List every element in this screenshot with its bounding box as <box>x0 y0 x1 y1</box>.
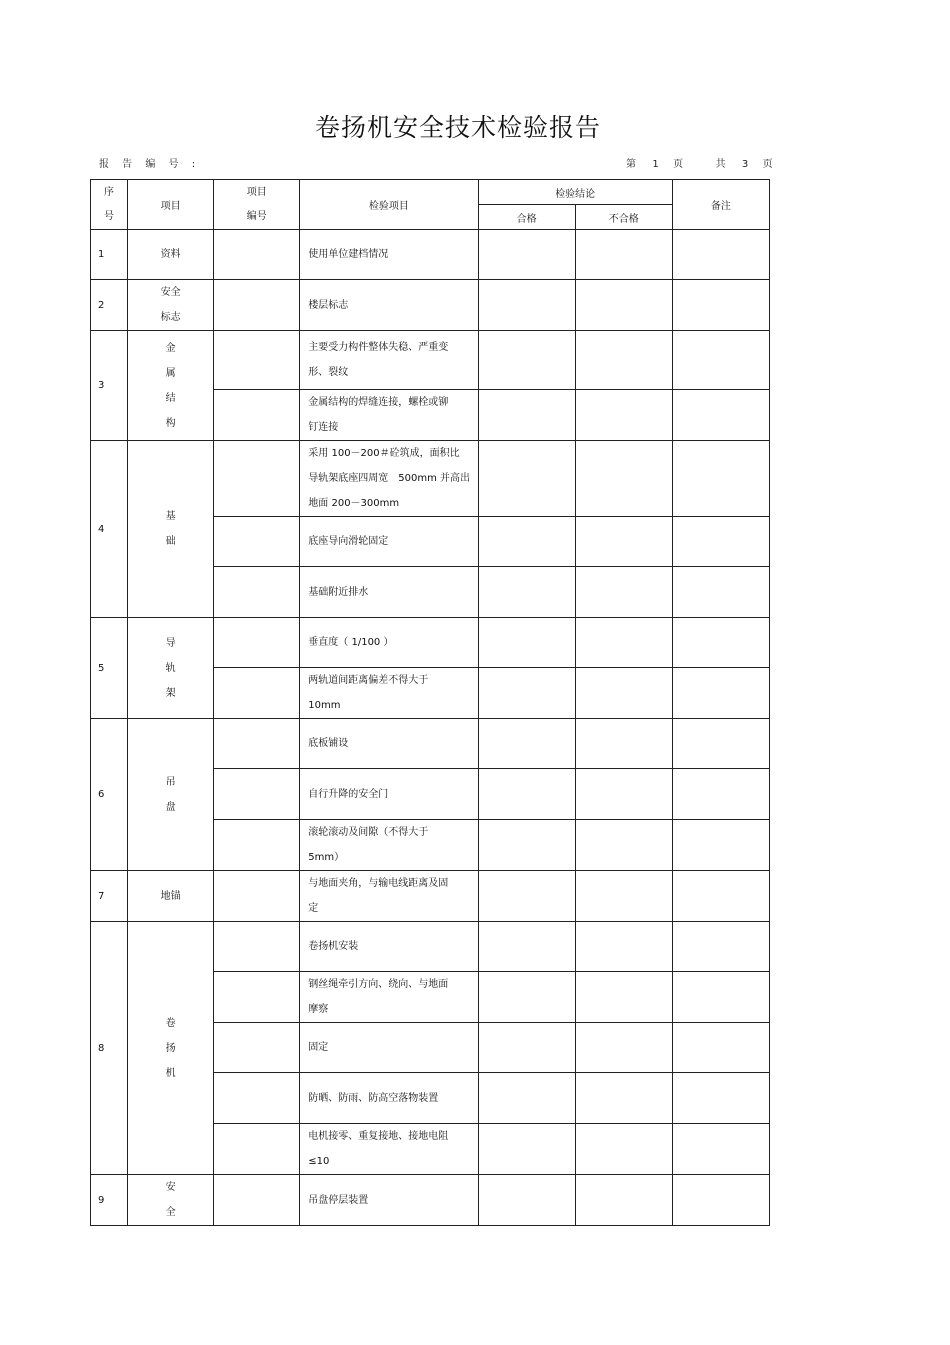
check-item-text <box>308 580 477 605</box>
check-item-cell <box>300 668 478 719</box>
item-number-cell <box>214 668 300 719</box>
check-item-text-line: 主要受力构件整体失稳、严重变 <box>308 342 449 353</box>
check-item-text <box>308 242 477 267</box>
remark-cell <box>672 567 769 618</box>
fail-cell <box>575 972 672 1023</box>
remark-cell <box>672 972 769 1023</box>
pass-cell <box>478 719 575 769</box>
inspection-table <box>90 179 770 1226</box>
pass-cell <box>478 567 575 618</box>
header-pass: 合格 <box>478 205 575 230</box>
section-name-text-line: 扬 <box>165 1042 176 1054</box>
section-number: 3 <box>91 331 128 441</box>
check-item-text-line: 两轨道间距离偏差不得大于 10mm <box>308 675 449 711</box>
header-fail: 不合格 <box>575 205 672 230</box>
section-number: 9 <box>91 1175 128 1226</box>
check-item-cell <box>300 972 478 1023</box>
remark-cell <box>672 668 769 719</box>
remark-cell <box>672 1023 769 1073</box>
check-item-cell <box>300 618 478 668</box>
check-item-cell <box>300 719 478 769</box>
header-item: 项目 <box>128 180 214 230</box>
check-item-text-line: 固定 <box>308 1042 329 1053</box>
section-number: 5 <box>91 618 128 719</box>
section-name-text-line: 构 <box>165 417 176 429</box>
page-info <box>626 155 773 170</box>
table-row <box>91 871 770 922</box>
page-total: 3 <box>741 159 749 170</box>
pass-cell <box>478 280 575 331</box>
check-item-text-line: 垂直度（ 1/100 ） <box>308 637 394 648</box>
check-item-text-line: 导轨架底座四周宽 500mm 并高出 <box>308 473 471 484</box>
section-name <box>128 719 214 871</box>
header-item-no <box>214 180 300 230</box>
fail-cell <box>575 280 672 331</box>
check-item-text-line: 钉连接 <box>308 422 339 433</box>
fail-cell <box>575 922 672 972</box>
fail-cell <box>575 820 672 871</box>
header-conclusion: 检验结论 <box>478 180 672 205</box>
pass-cell <box>478 517 575 567</box>
remark-cell <box>672 618 769 668</box>
check-item-text <box>308 1124 477 1174</box>
check-item-text <box>308 1188 477 1213</box>
remark-cell <box>672 517 769 567</box>
section-name <box>128 871 214 922</box>
remark-cell <box>672 230 769 280</box>
check-item-text <box>308 934 477 959</box>
section-name-text-line: 架 <box>165 687 176 699</box>
fail-cell <box>575 668 672 719</box>
check-item-text-line: 金属结构的焊缝连接，螺栓或铆 <box>308 397 449 408</box>
check-item-text <box>308 630 477 655</box>
fail-cell <box>575 517 672 567</box>
fail-cell <box>575 331 672 390</box>
remark-cell <box>672 871 769 922</box>
section-name <box>128 331 214 441</box>
check-item-cell <box>300 871 478 922</box>
pass-cell <box>478 820 575 871</box>
header-seq-bottom: 号 <box>104 210 115 222</box>
section-name-text <box>128 280 213 330</box>
section-name <box>128 618 214 719</box>
pass-cell <box>478 922 575 972</box>
check-item-text <box>308 1035 477 1060</box>
header-item-no-bottom: 编号 <box>246 210 267 222</box>
check-item-cell <box>300 441 478 517</box>
section-name-text-line: 资料 <box>160 249 181 260</box>
section-number: 1 <box>91 230 128 280</box>
check-item-text-line: 滚轮滚动及间隙（不得大于 5mm） <box>308 827 449 863</box>
section-number: 8 <box>91 922 128 1175</box>
pass-cell <box>478 668 575 719</box>
remark-cell <box>672 820 769 871</box>
check-item-cell <box>300 517 478 567</box>
table-row <box>91 618 770 668</box>
check-item-text-line: 摩察 <box>308 1004 329 1015</box>
section-name-text-line: 导 <box>165 637 176 649</box>
pass-cell <box>478 871 575 922</box>
check-item-text <box>308 820 477 870</box>
remark-cell <box>672 922 769 972</box>
item-number-cell <box>214 618 300 668</box>
check-item-text-line: 电机接零、重复接地、接地电阻 <box>308 1131 449 1142</box>
section-name-text <box>128 336 213 436</box>
page-title: 卷扬机安全技术检验报告 <box>314 113 601 142</box>
remark-cell <box>672 1073 769 1124</box>
section-name-text-line: 属 <box>165 367 176 379</box>
page-info-ye: 页 <box>673 159 684 170</box>
section-name-text-line: 全 <box>165 1207 176 1218</box>
item-number-cell <box>214 280 300 331</box>
header-seq <box>91 180 128 230</box>
pass-cell <box>478 618 575 668</box>
section-name-text <box>128 884 213 909</box>
check-item-text-line: 地面 200－300mm <box>308 498 400 509</box>
item-number-cell <box>214 1073 300 1124</box>
check-item-text-line: 防晒、防雨、防高空落物装置 <box>308 1092 439 1104</box>
item-number-cell <box>214 1023 300 1073</box>
page-info-ye2: 页 <box>762 159 773 170</box>
section-name-text <box>128 504 213 554</box>
table-row <box>91 1175 770 1226</box>
check-item-text-line: 楼层标志 <box>308 299 349 311</box>
section-name-text-line: 结 <box>165 392 176 404</box>
page-info-gong: 共 <box>715 159 726 170</box>
item-number-cell <box>214 1124 300 1175</box>
check-item-text-line: 基础附近排水 <box>308 586 369 598</box>
table-row <box>91 230 770 280</box>
check-item-text-line: 卷扬机安装 <box>308 941 359 952</box>
section-number: 2 <box>91 280 128 331</box>
table-row <box>91 922 770 972</box>
section-name-text-line: 机 <box>165 1067 176 1079</box>
check-item-text <box>308 529 477 554</box>
remark-cell <box>672 441 769 517</box>
item-number-cell <box>214 1175 300 1226</box>
check-item-cell <box>300 390 478 441</box>
item-number-cell <box>214 769 300 820</box>
check-item-cell <box>300 1175 478 1226</box>
item-number-cell <box>214 922 300 972</box>
check-item-text <box>308 782 477 807</box>
pass-cell <box>478 1124 575 1175</box>
section-name <box>128 441 214 618</box>
section-name-text-line: 基 <box>165 511 176 522</box>
table-row <box>91 280 770 331</box>
fail-cell <box>575 567 672 618</box>
item-number-cell <box>214 441 300 517</box>
check-item-text <box>308 731 477 756</box>
fail-cell <box>575 441 672 517</box>
pass-cell <box>478 972 575 1023</box>
check-item-text-line: 采用 100－200＃砼筑成，面积比 <box>308 448 460 459</box>
pass-cell <box>478 1073 575 1124</box>
check-item-text-line: 形、裂纹 <box>308 367 349 378</box>
page-number: 1 <box>652 159 659 170</box>
check-item-text <box>308 441 477 516</box>
section-number: 7 <box>91 871 128 922</box>
fail-cell <box>575 230 672 280</box>
section-number: 4 <box>91 441 128 618</box>
remark-cell <box>672 280 769 331</box>
check-item-text <box>308 668 477 718</box>
item-number-cell <box>214 567 300 618</box>
section-name <box>128 280 214 331</box>
check-item-text <box>308 1086 477 1111</box>
table-row <box>91 719 770 769</box>
pass-cell <box>478 769 575 820</box>
fail-cell <box>575 1073 672 1124</box>
section-name-text-line: 安 <box>165 1182 176 1193</box>
check-item-cell <box>300 1124 478 1175</box>
section-name-text-line: 盘 <box>165 801 176 813</box>
page-info-di: 第 <box>626 159 636 170</box>
section-name-text <box>128 1175 213 1225</box>
remark-cell <box>672 390 769 441</box>
check-item-cell <box>300 331 478 390</box>
remark-cell <box>672 769 769 820</box>
pass-cell <box>478 331 575 390</box>
check-item-text-line: ≤10 <box>308 1156 330 1167</box>
fail-cell <box>575 618 672 668</box>
fail-cell <box>575 390 672 441</box>
check-item-cell <box>300 280 478 331</box>
remark-cell <box>672 1175 769 1226</box>
fail-cell <box>575 769 672 820</box>
section-name-text-line: 标志 <box>160 312 181 323</box>
check-item-cell <box>300 230 478 280</box>
section-name <box>128 1175 214 1226</box>
fail-cell <box>575 871 672 922</box>
check-item-cell <box>300 820 478 871</box>
item-number-cell <box>214 517 300 567</box>
section-name-text <box>128 242 213 267</box>
section-name-text-line: 安全 <box>160 287 181 298</box>
pass-cell <box>478 390 575 441</box>
section-name-text-line: 轨 <box>165 662 176 674</box>
item-number-cell <box>214 719 300 769</box>
check-item-text-line: 自行升降的安全门 <box>308 788 389 800</box>
check-item-cell <box>300 567 478 618</box>
remark-cell <box>672 1124 769 1175</box>
check-item-text-line: 与地面夹角，与输电线距离及固 <box>308 878 449 889</box>
section-name-text-line: 吊 <box>165 776 176 788</box>
section-name-text-line: 金 <box>165 342 176 354</box>
check-item-text-line: 底座导向滑轮固定 <box>308 536 389 547</box>
pass-cell <box>478 230 575 280</box>
check-item-text <box>308 871 477 921</box>
header-remark: 备注 <box>672 180 769 230</box>
header-seq-top: 序 <box>104 186 115 198</box>
check-item-cell <box>300 922 478 972</box>
pass-cell <box>478 1023 575 1073</box>
section-name-text <box>128 631 213 706</box>
pass-cell <box>478 1175 575 1226</box>
item-number-cell <box>214 820 300 871</box>
pass-cell <box>478 441 575 517</box>
section-name <box>128 922 214 1175</box>
header-check-item: 检验项目 <box>300 180 478 230</box>
check-item-text-line: 使用单位建档情况 <box>308 249 389 260</box>
item-number-cell <box>214 331 300 390</box>
check-item-text-line: 钢丝绳牵引方向、绕向、与地面 <box>308 979 449 990</box>
check-item-cell <box>300 769 478 820</box>
fail-cell <box>575 1175 672 1226</box>
check-item-cell <box>300 1073 478 1124</box>
check-item-text <box>308 335 477 385</box>
fail-cell <box>575 719 672 769</box>
item-number-cell <box>214 972 300 1023</box>
item-number-cell <box>214 871 300 922</box>
check-item-text <box>308 972 477 1022</box>
check-item-text-line: 定 <box>308 903 319 914</box>
remark-cell <box>672 719 769 769</box>
section-name-text-line: 础 <box>165 536 176 547</box>
report-number-label: 报 告 编 号 : <box>99 159 201 170</box>
section-name-text <box>128 770 213 820</box>
check-item-text-line: 底板铺设 <box>308 738 349 749</box>
table-row <box>91 441 770 517</box>
table-row <box>91 331 770 390</box>
item-number-cell <box>214 390 300 441</box>
check-item-text <box>308 390 477 440</box>
fail-cell <box>575 1124 672 1175</box>
section-name <box>128 230 214 280</box>
header-item-no-top: 项目 <box>246 186 267 198</box>
section-name-text-line: 地锚 <box>160 890 181 902</box>
section-name-text <box>128 1011 213 1086</box>
fail-cell <box>575 1023 672 1073</box>
check-item-text-line: 吊盘停层装置 <box>308 1194 369 1206</box>
section-number: 6 <box>91 719 128 871</box>
remark-cell <box>672 331 769 390</box>
check-item-cell <box>300 1023 478 1073</box>
section-name-text-line: 卷 <box>165 1017 176 1029</box>
check-item-text <box>308 293 477 318</box>
item-number-cell <box>214 230 300 280</box>
